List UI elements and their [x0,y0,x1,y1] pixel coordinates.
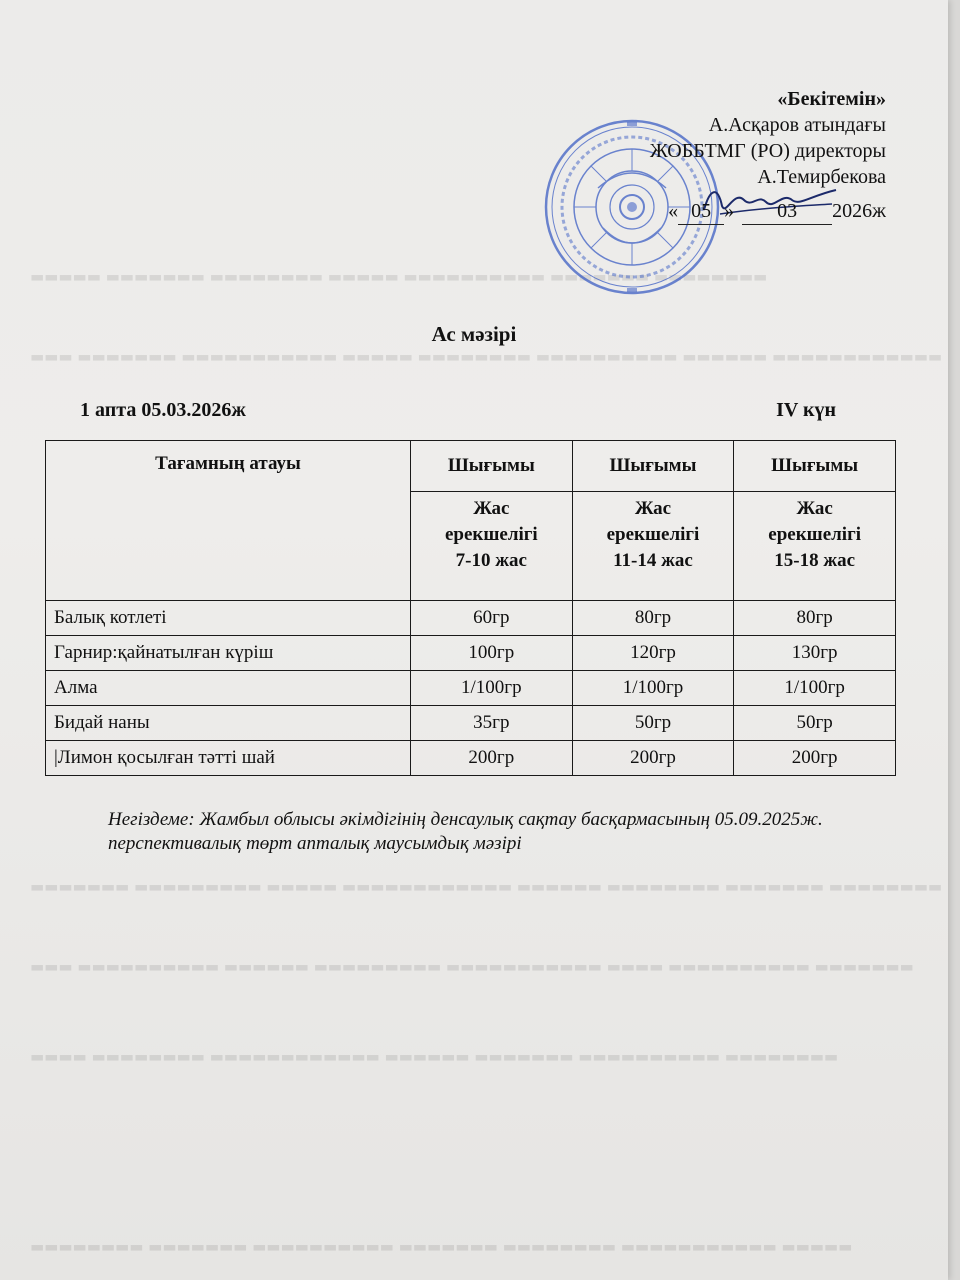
dish-name: |Лимон қосылған тәтті шай [46,741,411,776]
approval-year: 2026ж [832,200,886,222]
day-label: IV күн [776,399,836,421]
yield-15-18: 130гр [734,636,896,671]
week-label: 1 апта 05.03.2026ж [80,399,246,421]
approval-month: 03 [742,198,832,225]
yield-15-18: 1/100гр [734,671,896,706]
bleed-through-text: ▬▬▬▬▬▬▬▬ ▬▬▬▬▬▬▬ ▬▬▬▬▬▬▬▬▬▬ ▬▬▬▬▬▬▬ ▬▬▬▬▬▬▬▬ ▬▬▬▬▬▬▬▬▬▬▬ ▬▬▬▬▬ [30,1240,853,1258]
dish-name: Гарнир:қайнатылған күріш [46,636,411,671]
table-header-row [46,441,896,492]
table-row [46,741,896,776]
age-group-11-14: Жас ерекшелігі 11-14 жас [572,492,734,601]
dish-name: Балық котлеті [46,601,411,636]
table-row [46,636,896,671]
yield-11-14: 120гр [572,636,734,671]
basis-note: Негіздеме: Жамбыл облысы әкімдігінің денсаулық сақтау басқармасының 05.09.2025ж. перспективалық төрт апталық маусымдық мәзірі [108,809,823,854]
table-row [46,706,896,741]
header-yield-1: Шығымы [411,441,573,492]
approval-block [650,86,886,225]
yield-11-14: 50гр [572,706,734,741]
approval-line-2: ЖОББТМГ (РО) директоры [649,140,886,162]
yield-15-18: 80гр [734,601,896,636]
yield-7-10: 200гр [411,741,573,776]
bleed-through-text: ▬▬▬▬▬ ▬▬▬▬▬▬▬ ▬▬▬▬▬▬▬▬ ▬▬▬▬▬ ▬▬▬▬▬▬▬▬▬▬ ▬▬▬▬▬▬▬ ▬▬▬▬▬▬▬▬ [30,270,768,288]
table-row [46,601,896,636]
approval-director-name: А.Темирбекова [757,166,886,188]
header-yield-2: Шығымы [572,441,734,492]
approval-day: 05 [678,198,724,225]
approval-line-1: А.Асқаров атындағы [708,114,886,136]
yield-7-10: 60гр [411,601,573,636]
age-group-7-10: Жас ерекшелігі 7-10 жас [411,492,573,601]
yield-11-14: 1/100гр [572,671,734,706]
yield-15-18: 200гр [734,741,896,776]
bleed-through-text: ▬▬▬▬ ▬▬▬▬▬▬▬▬ ▬▬▬▬▬▬▬▬▬▬▬▬ ▬▬▬▬▬▬ ▬▬▬▬▬▬▬ ▬▬▬▬▬▬▬▬▬▬ ▬▬▬▬▬▬▬▬ [30,1050,839,1068]
yield-11-14: 80гр [572,601,734,636]
dish-name: Бидай наны [46,706,411,741]
age-group-15-18: Жас ерекшелігі 15-18 жас [734,492,896,601]
dish-name: Алма [46,671,411,706]
page-title: Ас мәзірі [431,322,517,346]
approval-heading: «Бекітемін» [777,88,886,110]
header-yield-3: Шығымы [734,441,896,492]
menu-table [45,440,896,776]
yield-15-18: 50гр [734,706,896,741]
yield-7-10: 35гр [411,706,573,741]
bleed-through-text: ▬▬▬ ▬▬▬▬▬▬▬ ▬▬▬▬▬▬▬▬▬▬▬ ▬▬▬▬▬ ▬▬▬▬▬▬▬▬ ▬▬▬▬▬▬▬▬▬▬ ▬▬▬▬▬▬ ▬▬▬▬▬▬▬▬▬▬▬▬ [30,350,943,368]
yield-7-10: 1/100гр [411,671,573,706]
approval-date: « 05 » 03 2026ж [650,198,886,225]
yield-7-10: 100гр [411,636,573,671]
table-row [46,671,896,706]
header-dish-name: Тағамның атауы [46,441,411,601]
bleed-through-text: ▬▬▬▬▬▬▬ ▬▬▬▬▬▬▬▬▬ ▬▬▬▬▬ ▬▬▬▬▬▬▬▬▬▬▬▬ ▬▬▬▬▬▬ ▬▬▬▬▬▬▬▬ ▬▬▬▬▬▬▬ ▬▬▬▬▬▬▬▬ [30,880,943,898]
bleed-through-text: ▬▬▬ ▬▬▬▬▬▬▬▬▬▬ ▬▬▬▬▬▬ ▬▬▬▬▬▬▬▬▬ ▬▬▬▬▬▬▬▬▬▬▬ ▬▬▬▬ ▬▬▬▬▬▬▬▬▬▬ ▬▬▬▬▬▬▬ [30,960,914,978]
yield-11-14: 200гр [572,741,734,776]
